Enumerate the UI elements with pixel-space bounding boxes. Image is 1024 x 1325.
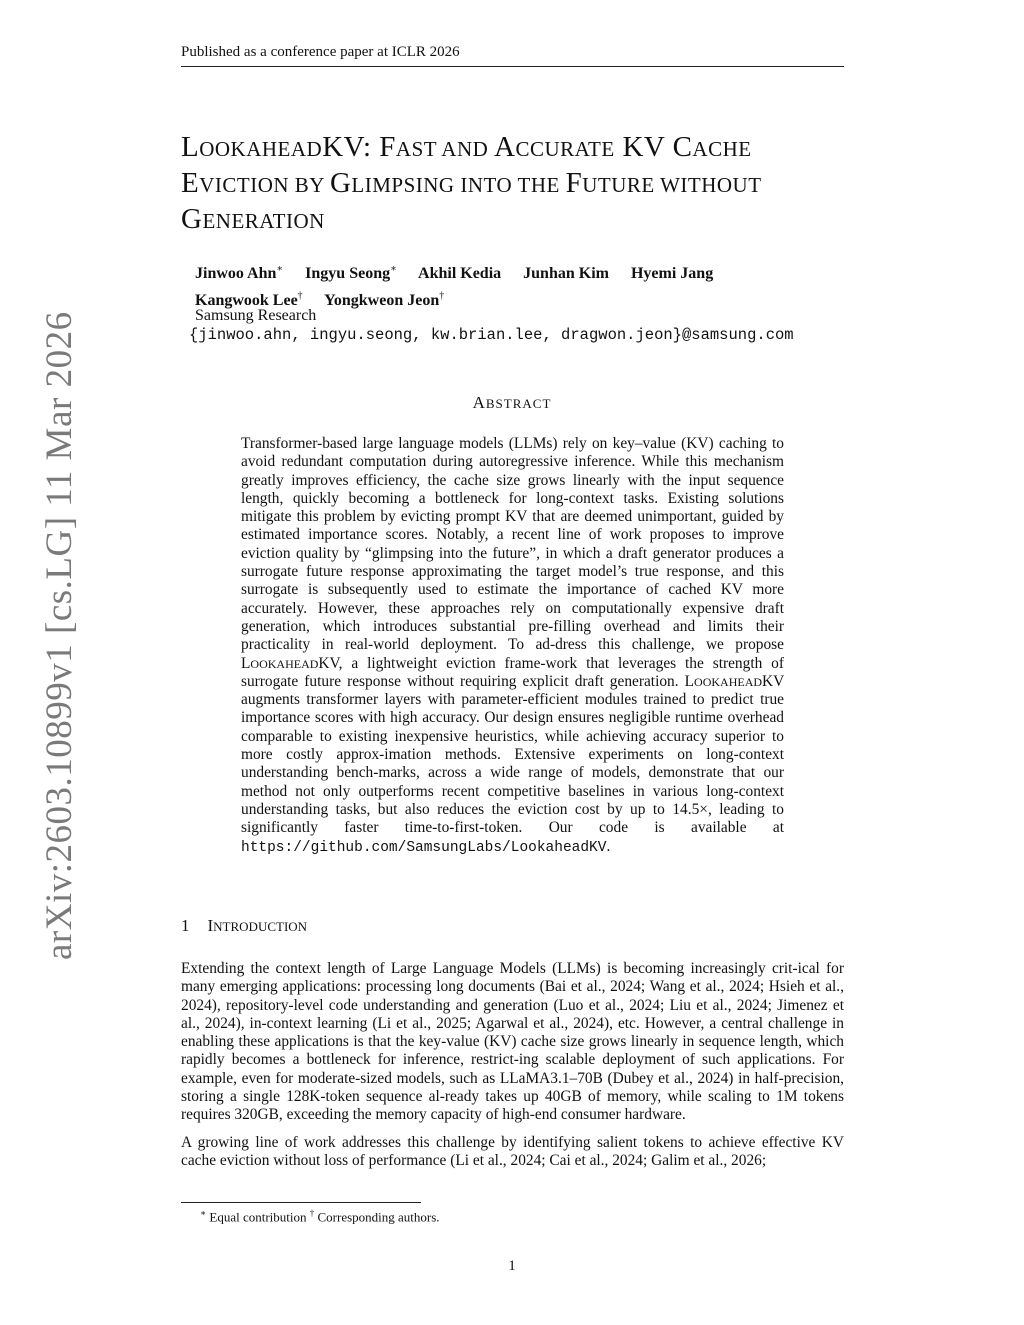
paragraph: Extending the context length of Large Language Models (LLMs) is becoming increasingly crit-ical for many emerging applications: processing long documents (Bai et al., 2024; Wang et al., 2024; Hsieh et al., 2024), repository-level code understanding and generation (Luo et al., 2024; Liu et al., 2024; Jimenez et al., 2024), in-context learning (Li et al., 2025; Agarwal et al., 2024), etc. However, a central challenge in enabling these applications is that the key-value (KV) cache size grows linearly in sequence length, which rapidly becomes a bottleneck for inference, restrict-ing scalable deployment of such applications. For example, even for moderate-sized models, such as LLaMA3.1–70B (Dubey et al., 2024) in half-precision, storing a single 128K-token sequence al-ready takes up 40GB of memory, while scaling to 1M tokens requires 320GB, exceeding the memory capacity of high-end consumer hardware. — [181, 960, 844, 1124]
abstract-heading: ABSTRACT — [472, 393, 552, 412]
introduction-body — [181, 960, 844, 1179]
paragraph: A growing line of work addresses this challenge by identifying salient tokens to achieve effective KV cache eviction without loss of performance (Li et al., 2024; Cai et al., 2024; Galim et al., 2026; — [181, 1133, 844, 1169]
method-name: LOOKAHEADKV — [684, 672, 784, 690]
footnote-rule — [181, 1202, 421, 1203]
abstract-body: Transformer-based large language models (LLMs) rely on key–value (KV) caching to avoid redundant computation during autoregressive inference. While this mechanism greatly improves efficiency, the cache size grows linearly with the input sequence length, quickly becoming a bottleneck for long-context tasks. Existing solutions mitigate this problem by evicting prompt KV that are deemed unimportant, guided by estimated importance scores. Notably, a recent line of work proposes to improve eviction quality by “glimpsing into the future”, in which a draft generator produces a surrogate future response approximating the target model’s true response, and this surrogate is subsequently used to estimate the importance of cached KV more accurately. However, these approaches rely on computationally expensive draft generation, which introduces substantial pre-filling overhead and limits their practicality in real-world deployment. To ad-dress this challenge, we propose LOOKAHEADKV, a lightweight eviction frame-work that leverages the strength of surrogate future response without requiring explicit draft generation. LOOKAHEADKV augments transformer layers with parameter-efficient modules trained to predict true importance scores with high accuracy. Our design ensures negligible runtime overhead comparable to existing inexpensive heuristics, while achieving accuracy superior to more costly approx-imation methods. Extensive experiments on long-context understanding bench-marks, across a wide range of models, demonstrate that our method not only outperforms recent competitive baselines in various long-context understanding tasks, but also reduces the eviction cost by up to 14.5×, leading to significantly faster time-to-first-token. Our code is available at https://github.com/SamsungLabs/LookaheadKV. — [241, 435, 784, 856]
code-link[interactable]: https://github.com/SamsungLabs/LookaheadKV — [241, 839, 607, 856]
author: Kangwook Lee† — [195, 290, 303, 309]
author: Junhan Kim — [523, 265, 609, 283]
author: Akhil Kedia — [418, 265, 502, 283]
author-list — [195, 259, 845, 312]
running-header: Published as a conference paper at ICLR 2026 — [181, 44, 844, 67]
paper-title: LOOKAHEADKV: FAST AND ACCURATE KV CACHE EVICTION BY GLIMPSING INTO THE FUTURE WITHOUT GENERATION — [181, 131, 762, 235]
author: Ingyu Seong∗ — [305, 264, 397, 283]
author-emails[interactable]: {jinwoo.ahn, ingyu.seong, kw.brian.lee, dragwon.jeon}@samsung.com — [189, 326, 794, 344]
footnote: ∗ Equal contribution † Corresponding authors. — [200, 1208, 440, 1225]
arxiv-stamp: arXiv:2603.10899v1 [cs.LG] 11 Mar 2026 — [39, 311, 80, 960]
author: Hyemi Jang — [630, 265, 714, 283]
affiliation: Samsung Research — [195, 307, 317, 324]
page-number: 1 — [508, 1258, 516, 1274]
section-heading-introduction: 1 INTRODUCTION — [181, 916, 308, 935]
method-name: LOOKAHEADKV — [241, 654, 339, 672]
author: Yongkweon Jeon† — [324, 290, 445, 309]
author: Jinwoo Ahn∗ — [195, 264, 284, 283]
